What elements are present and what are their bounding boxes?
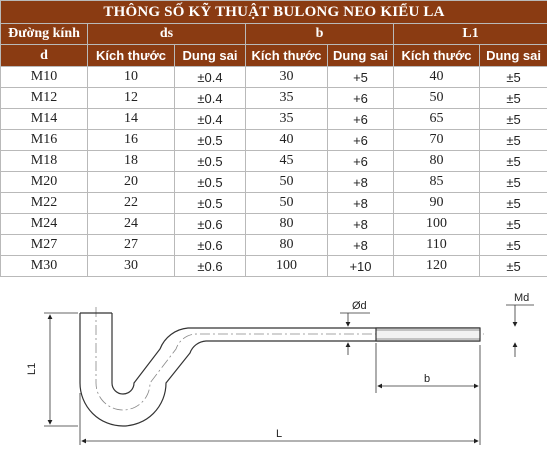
table-row [1,67,547,88]
header-ds: ds [88,24,246,45]
table-cell-l1: 70 [394,130,480,151]
table-cell-b-tol: +8 [328,214,394,235]
table-cell-l1-tol: ±5 [480,256,547,277]
table-cell-l1-tol: ±5 [480,67,547,88]
table-row [1,151,547,172]
table-cell-b: 50 [246,193,328,214]
table-row [1,130,547,151]
table-cell-l1-tol: ±5 [480,235,547,256]
table-cell-d: M18 [1,151,88,172]
table-row [1,88,547,109]
header-l1-tol: Dung sai [480,45,547,67]
table-cell-d: M16 [1,130,88,151]
table-cell-b: 100 [246,256,328,277]
table-cell-b-tol: +6 [328,151,394,172]
table-cell-d: M24 [1,214,88,235]
table-cell-d: M30 [1,256,88,277]
table-cell-b: 30 [246,67,328,88]
table-cell-ds: 16 [88,130,175,151]
table-cell-ds-tol: ±0.5 [175,193,246,214]
table-row [1,214,547,235]
table-row [1,256,547,277]
table-cell-d: M12 [1,88,88,109]
table-row [1,109,547,130]
header-l1-size: Kích thước [394,45,480,67]
table-cell-b-tol: +8 [328,193,394,214]
dimension-lines [44,305,534,445]
table-cell-d: M20 [1,172,88,193]
label-b: b [424,373,431,385]
table-cell-b: 45 [246,151,328,172]
table-cell-b-tol: +5 [328,67,394,88]
table-cell-b-tol: +8 [328,172,394,193]
table-cell-l1: 100 [394,214,480,235]
table-cell-d: M10 [1,67,88,88]
bolt-body [80,307,484,426]
table-cell-b: 40 [246,130,328,151]
header-diameter: Đường kính [1,24,88,45]
header-b-tol: Dung sai [328,45,394,67]
table-cell-ds-tol: ±0.5 [175,151,246,172]
table-cell-b: 80 [246,235,328,256]
table-cell-l1: 40 [394,67,480,88]
table-cell-b: 35 [246,88,328,109]
table-cell-ds: 20 [88,172,175,193]
table-cell-l1-tol: ±5 [480,109,547,130]
table-cell-b-tol: +8 [328,235,394,256]
table-cell-ds: 27 [88,235,175,256]
table-cell-ds-tol: ±0.4 [175,109,246,130]
header-ds-tol: Dung sai [175,45,246,67]
table-cell-l1-tol: ±5 [480,193,547,214]
table-cell-d: M27 [1,235,88,256]
table-cell-ds-tol: ±0.6 [175,256,246,277]
label-l: L [276,428,283,440]
table-cell-ds: 24 [88,214,175,235]
table-cell-b-tol: +6 [328,88,394,109]
header-l1: L1 [394,24,547,45]
table-cell-l1-tol: ±5 [480,172,547,193]
table-cell-ds-tol: ±0.6 [175,214,246,235]
anchor-bolt-drawing [0,283,547,453]
table-cell-l1: 120 [394,256,480,277]
table-cell-l1: 65 [394,109,480,130]
header-b-size: Kích thước [246,45,328,67]
table-cell-ds-tol: ±0.5 [175,172,246,193]
table-cell-ds: 18 [88,151,175,172]
header-d: d [1,45,88,67]
table-cell-l1: 50 [394,88,480,109]
table-row [1,193,547,214]
table-cell-b-tol: +6 [328,109,394,130]
table-cell-ds: 12 [88,88,175,109]
table-cell-b: 50 [246,172,328,193]
table-cell-b: 35 [246,109,328,130]
table-row [1,235,547,256]
table-title: THÔNG SỐ KỸ THUẬT BULONG NEO KIỂU LA [1,1,547,24]
table-cell-ds-tol: ±0.4 [175,88,246,109]
table-cell-ds-tol: ±0.6 [175,235,246,256]
table-cell-l1: 90 [394,193,480,214]
table-cell-l1: 80 [394,151,480,172]
table-cell-d: M22 [1,193,88,214]
label-md: Md [514,292,530,304]
table-cell-d: M14 [1,109,88,130]
table-cell-b-tol: +10 [328,256,394,277]
table-cell-b-tol: +6 [328,130,394,151]
table-row [1,172,547,193]
table-cell-l1: 85 [394,172,480,193]
header-ds-size: Kích thước [88,45,175,67]
label-phi-d: Ød [352,300,367,312]
table-cell-l1-tol: ±5 [480,151,547,172]
table-cell-ds-tol: ±0.4 [175,67,246,88]
table-cell-b: 80 [246,214,328,235]
table-cell-l1-tol: ±5 [480,88,547,109]
table-body [1,67,547,277]
table-cell-ds: 22 [88,193,175,214]
table-cell-l1-tol: ±5 [480,130,547,151]
table-cell-l1: 110 [394,235,480,256]
table-cell-ds: 30 [88,256,175,277]
table-cell-ds: 14 [88,109,175,130]
table-cell-ds: 10 [88,67,175,88]
table-cell-l1-tol: ±5 [480,214,547,235]
header-b: b [246,24,394,45]
table-cell-ds-tol: ±0.5 [175,130,246,151]
label-l1: L1 [26,362,38,375]
